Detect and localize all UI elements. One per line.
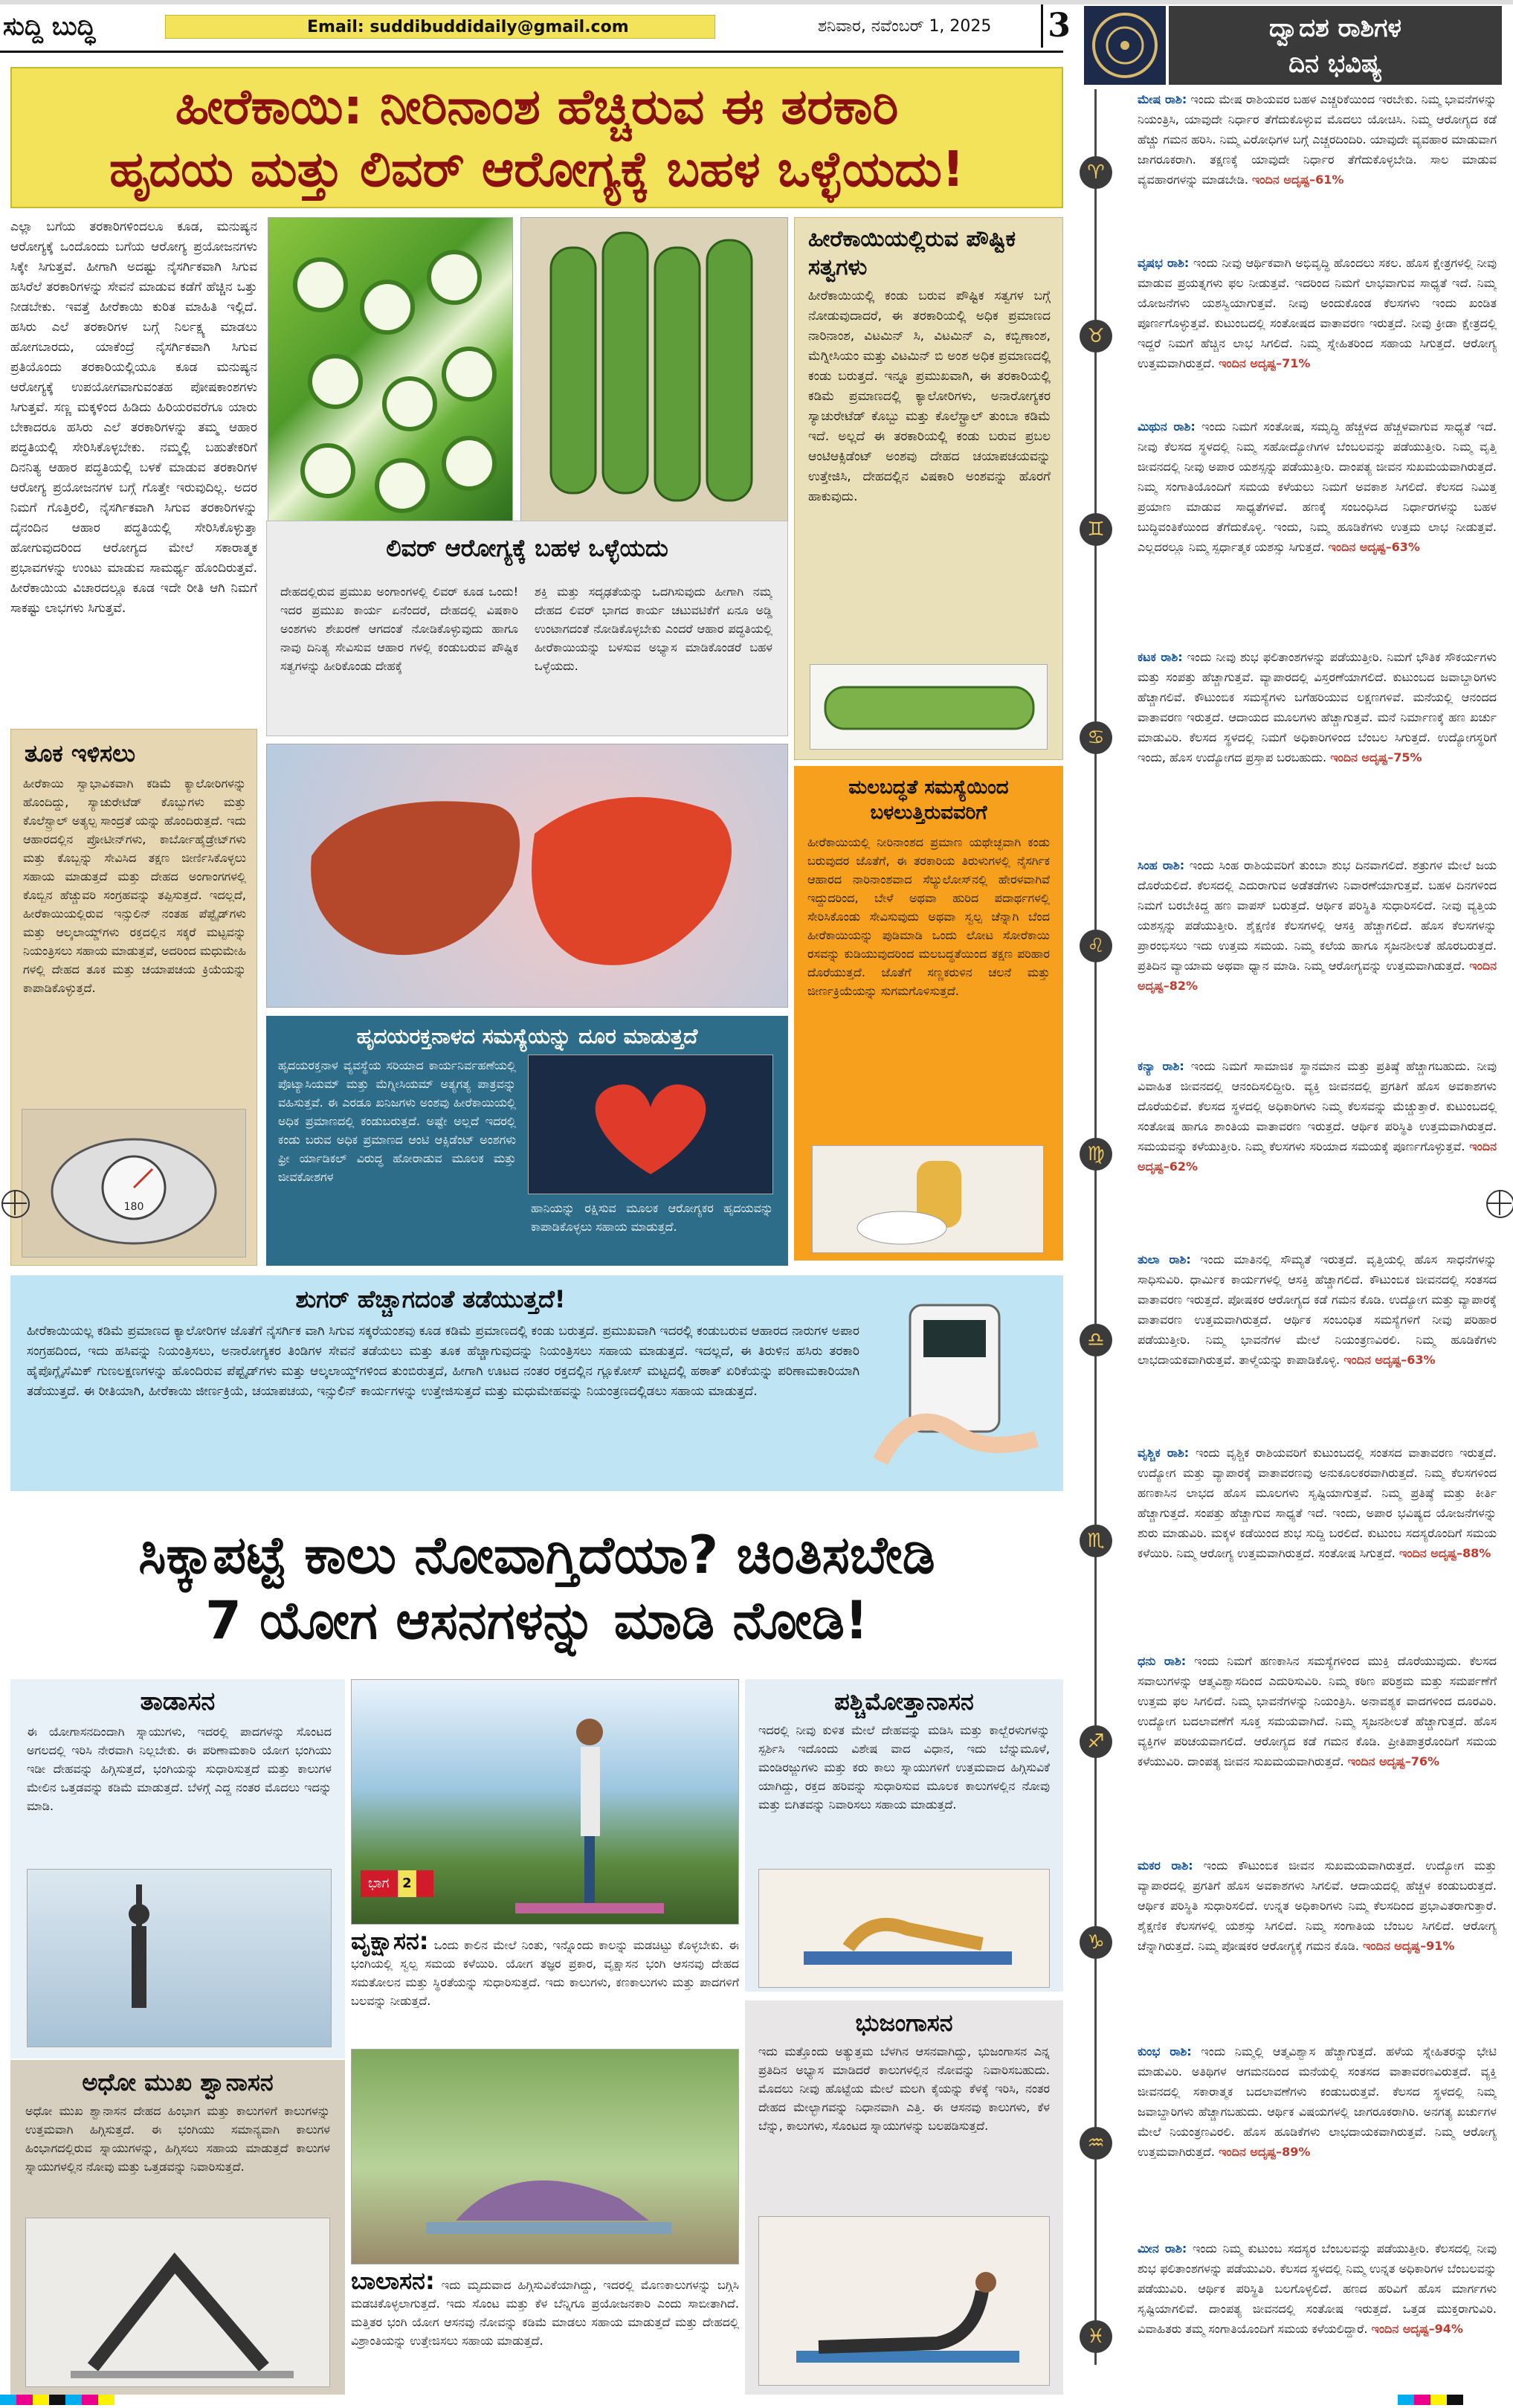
bhujangasana-image: [758, 2216, 1050, 2386]
heart-body1: ಹೃದಯರಕ್ತನಾಳ ವ್ಯವಸ್ಥೆಯ ಸರಿಯಾದ ಕಾರ್ಯನಿರ್ವಹಣೆಯಲ್ಲಿ ಪೊಟ್ಯಾಸಿಯಮ್ ಮತ್ತು ಮೆಗ್ನೀಸಿಯಮ್ ಅತ್ಯಗತ್ಯ ಪಾತ್ರವನ್ನು ವಹಿಸುತ್ತವೆ. ಈ ಎರಡೂ ಖನಿಜಗಳು ಅಂಶವು ಹೀರೆಕಾಯಿಯಲ್ಲಿ ಅಧಿಕ ಪ್ರಮಾಣದಲ್ಲಿ ಕಂಡುಬರುತ್ತದೆ. ಅಷ್ಟೇ ಅಲ್ಲದೆ ಇದರಲ್ಲಿ ಕಂಡು ಬರುವ ಅಧಿಕ ಪ್ರಮಾಣದ ಆಂಟಿ ಆಕ್ಸಿಡೆಂಟ್ ಅಂಶಗಳು ಫ್ರೀ ರ್ಯಾಡಿಕಲ್ ವಿರುದ್ಧ ಹೋರಾಡುವ ಮೂಲಕ ಮತ್ತು ಜೀವಕೋಶಗಳ: [278, 1058, 516, 1184]
scorpio-icon: ♏: [1080, 1525, 1112, 1557]
zodiac-sagittarius: [1138, 1651, 1497, 1844]
zodiac-text: ಇಂದು ನೀವು ಶುಭ ಫಲಿತಾಂಶಗಳನ್ನು ಪಡೆಯುತ್ತೀರಿ. ನಿಮಗೆ ಭೌತಿಕ ಸೌಕರ್ಯಗಳು ಮತ್ತು ಸಂಪತ್ತು ಹೆಚ್ಚಾಗುತ್ತವೆ. ವ್ಯಾಪಾರದಲ್ಲಿ ವಿಸ್ತರಣೆಯಾಗಲಿದೆ. ಕುಟುಂಬದ ಜವಾಬ್ದಾರಿಗಳು ಹೆಚ್ಚಾಗಲಿವೆ. ಕೌಟುಂಬಿಕ ಸಮಸ್ಯೆಗಳು ಬಗೆಹರಿಯುವ ಲಕ್ಷಣಗಳಿವೆ. ಮನೆಯಲ್ಲಿ ಆನಂದದ ವಾತಾವರಣ ಇರುತ್ತದೆ. ಆದಾಯದ ಮೂಲಗಳು ಹೆಚ್ಚಾಗುತ್ತವೆ. ಮನೆ ನಿರ್ಮಾಣಕ್ಕೆ ಹಣ ಖರ್ಚು ಮಾಡುವಿರಿ. ಕೆಲಸದ ಸ್ಥಳದಲ್ಲಿ ನಿಮಗೆ ಅಧಿಕಾರಿಗಳಿಂದ ಬೆಂಬಲ ಸಿಗುತ್ತದೆ. ಉದ್ಯೋಗಸ್ಥರಿಗೆ ಇಂದು, ಹೊಸ ಉದ್ಯೋಗದ ಪ್ರಸ್ತಾಪ ಬರಬಹುದು.: [1138, 650, 1497, 764]
adho-mukha-heading: ಅಧೋ ಮುಖ ಶ್ವಾನಾಸನ: [82, 2068, 274, 2096]
logo: ಸುದ್ದಿ ಬುದ್ಧಿ: [3, 12, 96, 42]
horoscope-title-line1: ದ್ವಾದಶ ರಾಶಿಗಳ: [1269, 13, 1401, 43]
gemini-icon: ♊: [1080, 513, 1112, 546]
zodiac-luck: ಇಂದಿನ ಅದೃಷ್ಟ–63%: [1343, 1353, 1436, 1367]
balasana-text: ಇದು ಮೃದುವಾದ ಹಿಗ್ಗಿಸುವಿಕೆಯಾಗಿದ್ದು, ಇದರಲ್ಲಿ ಮೊಣಕಾಲುಗಳನ್ನು ಬಗ್ಗಿಸಿ ಮಡಚಿಕೊಳ್ಳಲಾಗುತ್ತದೆ. ಇದು ಸೊಂಟ ಮತ್ತು ಕೆಳ ಬೆನ್ನಿಗೂ ಪ್ರಯೋಜನಕಾರಿ ಎಂದು ಸಾಬೀತಾಗಿದೆ. ಮತ್ತಿತರ ಭಂಗಿ ಯೋಗ ಆಸನವು ನೋವನ್ನು ಕಡಿಮೆ ಮಾಡಲು ಸಹಾಯ ಮಾಡುತ್ತದೆ ಮತ್ತು ದೇಹದಲ್ಲಿ ವಿಶ್ರಾಂತಿಯನ್ನು ಉತ್ತೇಜಿಸಲು ಸಹಾಯ ಮಾಡುತ್ತದೆ.: [351, 2278, 739, 2348]
zodiac-name: ಕುಂಭ ರಾಶಿ:: [1138, 2044, 1192, 2058]
scale-reading: 180: [123, 1201, 144, 1213]
constipation-heading: ಮಲಬದ್ಧತೆ ಸಮಸ್ಯೆಯಿಂದ ಬಳಲುತ್ತಿರುವವರಿಗೆ: [848, 776, 1009, 824]
zodiac-pisces: [1138, 2238, 1497, 2395]
vrikshasana-text: ಒಂದು ಕಾಲಿನ ಮೇಲೆ ನಿಂತು, ಇನ್ನೊಂದು ಕಾಲನ್ನು ಮಡಚಿಟ್ಟು ಕೊಳ್ಳಬೇಕು. ಈ ಭಂಗಿಯಲ್ಲಿ ಸ್ವಲ್ಪ ಸಮಯ ಕಳೆಯಿರಿ. ಯೋಗ ತಜ್ಞರ ಪ್ರಕಾರ, ವೃಕ್ಷಾಸನ ಭಂಗಿ ಆಸನವು ದೇಹದ ಸಮತೋಲನ ಮತ್ತು ಸ್ಥಿರತೆಯನ್ನು ಸುಧಾರಿಸುತ್ತದೆ. ಇದು ಕಾಲುಗಳು, ಕಣಕಾಲುಗಳು ಮತ್ತು ಪಾದಗಳಿಗೆ ಬಲವನ್ನು ನೀಡುತ್ತದೆ.: [351, 1938, 739, 2008]
horoscope-title-line2: ದಿನ ಭವಿಷ್ಯ: [1288, 49, 1382, 79]
tadasana-heading: ತಾಡಾಸನ: [140, 1687, 216, 1716]
paschimottanasana-heading: ಪಶ್ಚಿಮೋತ್ತಾನಾಸನ: [834, 1687, 974, 1716]
glucose-meter-image: [865, 1290, 1051, 1476]
tadasana-body: ಈ ಯೋಗಾಸನದಿಂದಾಗಿ ಸ್ನಾಯುಗಳು, ಇದರಲ್ಲಿ ಪಾದಗಳನ್ನು ಸೊಂಟದ ಅಗಲದಲ್ಲಿ ಇರಿಸಿ ನೇರವಾಗಿ ನಿಲ್ಲಬೇಕು. ಈ ಪರಿಣಾಮಕಾರಿ ಯೋಗ ಭಂಗಿಯು ಇಡೀ ದೇಹವನ್ನು ಹಿಗ್ಗಿಸುತ್ತದೆ, ಭಂಗಿಯನ್ನು ಸುಧಾರಿಸುತ್ತದೆ ಮತ್ತು ಕಾಲುಗಳ ಮೇಲಿನ ಒತ್ತಡವನ್ನು ಕಡಿಮೆ ಮಾಡುತ್ತದೆ. ಬೆಳಗ್ಗೆ ಎದ್ದ ನಂತರ ಮೊದಲು ಇದನ್ನು ಮಾಡಿ.: [27, 1725, 332, 1813]
zodiac-cancer: [1138, 647, 1497, 825]
zodiac-wheel-graphic: [1084, 6, 1166, 85]
zodiac-text: ಇಂದು ನಿಮಗೆ ಸಂತೋಷ, ಸಮೃದ್ಧಿ ಹೆಚ್ಚಳದ ಹೆಚ್ಚಳವಾಗುವ ಸಾಧ್ಯತೆ ಇದೆ. ನೀವು ಕೆಲಸದ ಸ್ಥಳದಲ್ಲಿ ನಿಮ್ಮ ಸಹೋದ್ಯೋಗಿಗಳ ಬೆಂಬಲವನ್ನು ಪಡೆಯುತ್ತೀರಿ. ನಿಮ್ಮ ವೃತ್ತಿ ಜೀವನದಲ್ಲಿ ನೀವು ಅಪಾರ ಯಶಸ್ಸನ್ನು ಪಡೆಯುತ್ತೀರಿ. ದಾಂಪತ್ಯ ಜೀವನ ಸುಖಮಯವಾಗಿರುತ್ತದೆ. ನಿಮ್ಮ ಸಂಗಾತಿಯೊಂದಿಗೆ ಸಮಯ ಕಳೆಯಲು ನಿಮಗೆ ಅವಕಾಶ ಸಿಗಲಿದೆ. ಕೆಲಸದ ನಿಮಿತ್ತ ಪ್ರಯಾಣ ಮಾಡುವ ಸಾಧ್ಯತೆಗಳಿವೆ. ಹಣಕ್ಕೆ ಸಂಬಂಧಿಸಿದ ನಿರ್ಧಾರಗಳನ್ನು ಬಹಳ ಬುದ್ಧಿವಂತಿಕೆಯಿಂದ ತೆಗೆದುಕೊಳ್ಳಿ. ಇಂದು, ನಿಮ್ಮ ಹೂಡಿಕೆಗಳು ಉತ್ತಮ ಲಾಭ ನೀಡುತ್ತವೆ. ಎಲ್ಲದರಲ್ಲೂ ನಿಮ್ಮ ಸ್ಪರ್ಧಾತ್ಮಕ ಯಶಸ್ಸು ಸಿಗುತ್ತದೆ.: [1138, 419, 1497, 554]
toilet-image: [812, 1145, 1044, 1253]
adho-mukha-graphic: [26, 2218, 329, 2386]
ridge-gourd-slices-image: [268, 217, 513, 522]
ridge-gourd-single-image: [810, 664, 1048, 750]
ridge-gourd-slices-graphic: [268, 218, 512, 521]
tadasana-box: [10, 1679, 345, 2058]
horoscope-list: [1123, 89, 1506, 2395]
ridge-gourd-single-graphic: [810, 665, 1047, 749]
zodiac-text: ಇಂದು ಸಿಂಹ ರಾಶಿಯವರಿಗೆ ತುಂಬಾ ಶುಭ ದಿನವಾಗಲಿದೆ. ಶತ್ರುಗಳ ಮೇಲೆ ಜಯ ದೊರೆಯಲಿದೆ. ಕೆಲಸದಲ್ಲಿ ಎದುರಾಗುವ ಅಡೆತಡೆಗಳು ನಿವಾರಣೆಯಾಗುತ್ತವೆ. ಬಹಳ ದಿನಗಳಿಂದ ನಿಮಗೆ ಬರಬೇಕಿದ್ದ ಹಣ ವಾಪಸ್ ಬರುತ್ತದೆ. ಆರ್ಥಿಕ ಪರಿಸ್ಥಿತಿ ಸುಧಾರಿಸಲಿದೆ. ನೀವು ವ್ಯತ್ತಿಯ ಯಶಸ್ಸನ್ನು ಪಡೆಯುತ್ತೀರಿ. ಶೈಕ್ಷಣಿಕ ಕೆಲಸಗಳಲ್ಲಿ ಆಸಕ್ತಿ ಹೆಚ್ಚಾಗಲಿದೆ. ಹೊಸ ಕೆಲಸಗಳನ್ನು ಪ್ರಾರಂಭಿಸಲು ಇದು ಉತ್ತಮ ಸಮಯ. ನಿಮ್ಮ ಕಲೆಯ ಹಾಗೂ ಸೃಜನಶೀಲತೆ ಹೊರಬರುತ್ತದೆ. ಪ್ರತಿದಿನ ವ್ಯಾಯಾಮ ಅಥವಾ ಧ್ಯಾನ ಮಾಡಿ. ನಿಮ್ಮ ಆರೋಗ್ಯವನ್ನು ಉತ್ತಮವಾಗಿಡುತ್ತದೆ.: [1138, 858, 1497, 973]
paschimottanasana-graphic: [759, 1870, 1049, 1987]
leo-icon: ♌: [1080, 930, 1112, 962]
constipation-box: [794, 766, 1063, 1261]
zodiac-name: ವೃಷಭ ರಾಶಿ:: [1138, 256, 1190, 270]
article1-intro: ಎಲ್ಲಾ ಬಗೆಯ ತರಕಾರಿಗಳಿಂದಲೂ ಕೂಡ, ಮನುಷ್ಯನ ಆರೋಗ್ಯಕ್ಕೆ ಒಂದೊಂದು ಬಗೆಯ ಆರೋಗ್ಯ ಪ್ರಯೋಜನಗಳು ಸಿಕ್ಕೇ ಸಿಗುತ್ತವೆ. ಹೀಗಾಗಿ ಅದಷ್ಟು ನೈಸರ್ಗಿಕವಾಗಿ ಸಿಗುವ ಹಸಿರೆಲೆ ತರಕಾರಿಗಳನ್ನು ಸೇವನೆ ಮಾಡುವ ಕಡೆಗೆ ಹೆಚ್ಚಿನ ಒತ್ತು ನೀಡಬೇಕು. ಇವತ್ತೆ ಹೀರೆಕಾಯಿ ಕುರಿತ ಮಾಹಿತಿ ಇಲ್ಲಿದೆ. ಹಸಿರು ಎಲೆ ತರಕಾರಿಗಳ ಬಗ್ಗೆ ನಿರ್ಲಕ್ಷ್ಯ ಮಾಡಲು ಹೋಗಬಾರದು, ಯಾಕೆಂದ್ರೆ ನೈಸರ್ಗಿಕವಾಗಿ ಸಿಗುವ ಪ್ರತಿಯೊಂದು ತರಕಾರಿಯಲ್ಲಿಯೂ ಕೂಡ ಮನುಷ್ಯನ ಆರೋಗ್ಯಕ್ಕೆ ಉಪಯೋಗವಾಗುವಂತಹ ಪೋಷಕಾಂಶಗಳು ಸಿಗುತ್ತವೆ. ಸಣ್ಣ ಮಕ್ಕಳಿಂದ ಹಿಡಿದು ಹಿರಿಯರವರೆಗೂ ಯಾರು ಬೇಕಾದರೂ ಹಸಿರು ಎಲೆ ತರಕಾರಿಗಳನ್ನು ತಮ್ಮ ಆಹಾರ ಪದ್ಧತಿಯಲ್ಲಿ ಸೇರಿಸಿಕೊಳ್ಳಬೇಕು. ನಮ್ಮಲ್ಲಿ ಬಹುತೇಕರಿಗೆ ದಿನನಿತ್ಯ ಆಹಾರ ಪದ್ಧತಿಯಲ್ಲಿ ಬಳಕೆ ಮಾಡುವ ತರಕಾರಿಗಳ ಆರೋಗ್ಯ ಪ್ರಯೋಜನಗಳ ಬಗ್ಗೆ ಗೊತ್ತೇ ಇರುವುದಿಲ್ಲ. ಅದರ ನಿಮಗೆ ಗೊತ್ತಿರಲಿ, ನೈಸರ್ಗಿಕವಾಗಿ ಸಿಗುವ ತರಕಾರಿಗಳನ್ನು ದೈನಂದಿನ ಆಹಾರ ಪದ್ಧತಿಯಲ್ಲಿ ಸೇರಿಸಿಕೊಳ್ಳುತ್ತಾ ಹೋಗುವುದರಿಂದ ಆರೋಗ್ಯದ ಮೇಲೆ ಸಕಾರಾತ್ಮಕ ಪ್ರಭಾವಗಳನ್ನು ಉಂಟು ಮಾಡುವ ಸಾಮರ್ಥ್ಯ ಹೊಂದಿರುತ್ತವೆ. ಹೀರೆಕಾಯಿಯ ವಿಚಾರದಲ್ಲೂ ಕೂಡ ಇದೇ ರೀತಿ ಆಗಿ ನಿಮಗೆ ಸಾಕಷ್ಟು ಲಾಭಗಳು ಸಿಗುತ್ತವೆ.: [10, 219, 257, 616]
heart-graphic: [529, 1055, 772, 1194]
zodiac-capricorn: [1138, 1855, 1497, 2034]
horoscope-timeline: [1094, 89, 1097, 2365]
zodiac-taurus: [1138, 253, 1497, 394]
zodiac-wheel-image: [1084, 6, 1166, 85]
article2-title-line1: ಸಿಕ್ಕಾಪಟ್ಟೆ ಕಾಲು ನೋವಾಗ್ತಿದೆಯಾ? ಚಿಂತಿಸಬೇಡಿ: [138, 1525, 935, 1586]
zodiac-luck: ಇಂದಿನ ಅದೃಷ್ಟ–82%: [1138, 959, 1497, 993]
zodiac-name: ಮಿಥುನ ರಾಶಿ:: [1138, 419, 1196, 434]
adho-mukha-body: ಅಧೋ ಮುಖ ಶ್ವಾನಾಸನ ದೇಹದ ಹಿಂಭಾಗ ಮತ್ತು ಕಾಲುಗಳಿಗೆ ಕಾಲುಗಳನ್ನು ಉತ್ತಮವಾಗಿ ಹಿಗ್ಗಿಸುತ್ತದೆ. ಈ ಭಂಗಿಯು ಸಮಾನ್ಯವಾಗಿ ಕಾಲುಗಳ ಹಿಂಭಾಗದಲ್ಲಿರುವ ಸ್ನಾಯುಗಳನ್ನು, ಹಿಗ್ಗಿಸಲು ಸಹಾಯ ಮಾಡುತ್ತದೆ ಕಾಲುಗಳ ಸ್ನಾಯುಗಳಲ್ಲಿನ ನೋವು ಮತ್ತು ಒತ್ತಡವನ್ನು ನಿವಾರಿಸುತ್ತದೆ.: [25, 2104, 330, 2174]
article2-title-line2: 7 ಯೋಗ ಆಸನಗಳನ್ನು ಮಾಡಿ ನೋಡಿ!: [205, 1590, 868, 1651]
ridge-gourd-pile-image: [520, 217, 788, 522]
nutrients-body: ಹೀರೆಕಾಯಿಯಲ್ಲಿ ಕಂಡು ಬರುವ ಪೌಷ್ಟಿಕ ಸತ್ವಗಳ ಬಗ್ಗೆ ನೋಡುವುದಾದರೆ, ಈ ತರಕಾರಿಯಲ್ಲಿ ಅಧಿಕ ಪ್ರಮಾಣದ ನಾರಿನಾಂಶ, ವಿಟಮಿನ್ ಸಿ, ವಿಟಮಿನ್ ಎ, ಕಬ್ಬಿಣಾಂಶ, ಮೆಗ್ನೀಸಿಯಂ ಮತ್ತು ವಿಟಮಿನ್ ಬಿ ಅಂಶ ಅಧಿಕ ಪ್ರಮಾಣದಲ್ಲಿ ಕಂಡು ಬರುತ್ತದೆ. ಇನ್ನೂ ಪ್ರಮುಖವಾಗಿ, ಈ ತರಕಾರಿಯಲ್ಲಿ ಕಡಿಮೆ ಪ್ರಮಾಣದಲ್ಲಿ ಕ್ಯಾಲೋರಿಗಳು, ಅನಾರೋಗ್ಯಕರ ಸ್ಯಾಚುರೇಟೆಡ್ ಕೊಬ್ಬು ಮತ್ತು ಕೊಲೆಸ್ಟ್ರಾಲ್ ತುಂಬಾ ಕಡಿಮೆ ಇದೆ. ಅಲ್ಲದೆ ಈ ತರಕಾರಿಯಲ್ಲಿ ಕಂಡು ಬರುವ ಪ್ರಬಲ ಆಂಟಿಆಕ್ಸಿಡೆಂಟ್ ಅಂಶವು ದೇಹದ ಚಯಾಪಚಯವನ್ನು ಉತ್ತೇಜಿಸಿ, ದೇಹದಲ್ಲಿನ ವಿಷಕಾರಿ ಅಂಶವನ್ನು ಹೊರಗೆ ಹಾಕುವುದು.: [808, 289, 1051, 504]
part-badge-label: ಭಾಗ: [368, 1876, 390, 1891]
zodiac-name: ಧನು ರಾಶಿ:: [1138, 1654, 1187, 1668]
zodiac-luck: ಇಂದಿನ ಅದೃಷ್ಟ–75%: [1330, 750, 1422, 764]
masthead-rule: [0, 51, 1063, 53]
zodiac-luck: ಇಂದಿನ ಅದೃಷ್ಟ–91%: [1363, 1939, 1455, 1953]
weight-heading: ತೂಕ ಇಳಿಸಲು: [25, 739, 136, 767]
bhujangasana-box: [745, 2000, 1063, 2395]
zodiac-aquarius: [1138, 2041, 1497, 2235]
balasana-block: [351, 2272, 739, 2398]
heart-box: [266, 1016, 788, 1266]
zodiac-luck: ಇಂದಿನ ಅದೃಷ್ಟ–88%: [1399, 1546, 1491, 1560]
libra-icon: ♎: [1080, 1324, 1112, 1356]
cancer-icon: ♋: [1080, 721, 1112, 754]
zodiac-name: ಮೇಷ ರಾಶಿ:: [1138, 92, 1187, 106]
sagittarius-icon: ♐: [1080, 1725, 1112, 1758]
bhujangasana-heading: ಭುಜಂಗಾಸನ: [855, 2009, 953, 2037]
vrikshasana-block: [351, 1932, 739, 2044]
aquarius-icon: ♒: [1080, 2127, 1112, 2160]
paschimottanasana-box: [745, 1679, 1063, 1992]
balasana-heading: ಬಾಲಾಸನ:: [351, 2272, 435, 2295]
sugar-box: [10, 1275, 1063, 1491]
heart-body2: ಹಾನಿಯನ್ನು ರಕ್ಷಿಸುವ ಮೂಲಕ ಆರೋಗ್ಯಕರ ಹೃದಯವನ್ನು ಕಾಪಾಡಿಕೊಳ್ಳಲು ಸಹಾಯ ಮಾಡುತ್ತದೆ.: [531, 1201, 773, 1234]
liver-col1: ದೇಹದಲ್ಲಿರುವ ಪ್ರಮುಖ ಅಂಗಾಂಗಳಲ್ಲಿ ಲಿವರ್ ಕೂಡ ಒಂದು! ಇದರ ಪ್ರಮುಖ ಕಾರ್ಯ ಏನೆಂದರೆ, ದೇಹದಲ್ಲಿ ವಿಷಕಾರಿ ಅಂಶಗಳು ಶೇಖರಣೆ ಆಗದಂತೆ ನೋಡಿಕೊಳ್ಳುವುದು ಹಾಗೂ ನಾವು ದಿನಿತ್ಯ ಸೇವಿಸುವ ಆಹಾರ ಗಳಲ್ಲಿ ಕಂಡುಬರುವ ಪೌಷ್ಟಿಕ ಸತ್ವಗಳನ್ನು ಹೀರಿಕೊಂಡು ದೇಹಕ್ಕೆ: [280, 585, 518, 673]
liver-heading: ಲಿವರ್ ಆರೋಗ್ಯಕ್ಕೆ ಬಹಳ ಒಳ್ಳೆಯದು: [386, 534, 668, 562]
taurus-icon: ♉: [1080, 320, 1112, 352]
liver-box: [266, 521, 788, 736]
adho-mukha-image: [25, 2218, 330, 2387]
zodiac-gemini: [1138, 416, 1497, 640]
zodiac-luck: ಇಂದಿನ ಅದೃಷ್ಟ–89%: [1219, 2145, 1311, 2159]
zodiac-leo: [1138, 855, 1497, 1049]
registration-mark-left: [1, 1190, 30, 1218]
liver-graphic: [267, 744, 787, 1007]
zodiac-text: ಇಂದು ನಿಮಗೆ ಸಾಮಾಜಿಕ ಸ್ಥಾನಮಾನ ಮತ್ತು ಪ್ರತಿಷ್ಠೆ ಹೆಚ್ಚಾಗಬಹುದು. ನೀವು ವಿವಾಹಿತ ಜೀವನದಲ್ಲಿ ಆನಂದಿಸಲಿದ್ದೀರಿ. ವ್ಯಕ್ತಿ ಜೀವನದಲ್ಲಿ ಪ್ರಗತಿಗೆ ಹೊಸ ಅವಕಾಶಗಳು ದೊರೆಯಲಿವೆ. ಕೆಲಸದ ಸ್ಥಳದಲ್ಲಿ ಅಧಿಕಾರಿಗಳು ನಿಮ್ಮ ಕೆಲಸವನ್ನು ಮೆಚ್ಚುತ್ತಾರೆ. ಕುಟುಂಬದಲ್ಲಿ ಸಂತೋಷ ಹಾಗೂ ಶಾಂತಿಯ ವಾತಾವರಣ ಇರುತ್ತದೆ. ಆರ್ಥಿಕ ಪರಿಸ್ಥಿತಿ ಉತ್ತಮವಾಗಿರುತ್ತದೆ. ಸಮಯವನ್ನು ಕಳೆಯುತ್ತೀರಿ. ನಿಮ್ಮ ಕೆಲಸಗಳು ಸರಿಯಾದ ಸಮಯಕ್ಕೆ ಪೂರ್ಣಗೊಳ್ಳುತ್ತವೆ.: [1138, 1059, 1497, 1153]
zodiac-luck: ಇಂದಿನ ಅದೃಷ್ಟ–71%: [1219, 356, 1311, 370]
paschimottanasana-image: [758, 1869, 1050, 1988]
zodiac-virgo: [1138, 1056, 1497, 1234]
vrikshasana-body: [351, 1932, 739, 2044]
zodiac-name: ಮೀನ ರಾಶಿ:: [1138, 2241, 1187, 2256]
aries-icon: ♈: [1080, 156, 1112, 189]
zodiac-text: ಇಂದು ನಿಮ್ಮಲ್ಲಿ ಆತ್ಮವಿಶ್ವಾಸ ಹೆಚ್ಚಾಗುತ್ತದೆ. ಹಳೆಯ ಸ್ನೇಹಿತರನ್ನು ಭೇಟಿ ಮಾಡುವಿರಿ. ಅತಿಥಿಗಳ ಆಗಮನದಿಂದ ಮನೆಯಲ್ಲಿ ಸಂತಸದ ವಾತಾವರಣವಿರುತ್ತದೆ. ವ್ಯಕ್ತಿ ಜೀವನದಲ್ಲಿ ಸಕಾರಾತ್ಮಕ ಬದಲಾವಣೆಗಳು ಕಂಡುಬರುತ್ತವೆ. ಕೆಲಸದ ಸ್ಥಳದಲ್ಲಿ ನಿಮ್ಮ ಜವಾಬ್ದಾರಿಗಳು ಹೆಚ್ಚಾಗಬಹುದು. ಆರ್ಥಿಕ ವಿಷಯಗಳಲ್ಲಿ ಜಾಗರೂಕರಾಗಿರಿ. ಅನಗತ್ಯ ಖರ್ಚುಗಳ ಮೇಲೆ ನಿಯಂತ್ರಣವಿರಲಿ. ಹೊಸ ಹೂಡಿಕೆಗಳು ಲಾಭದಾಯಕವಾಗಿರುತ್ತವೆ. ನಿಮ್ಮ ಆರೋಗ್ಯ ಉತ್ತಮವಾಗಿರುತ್ತದೆ.: [1138, 2044, 1497, 2159]
balasana-graphic: [352, 2050, 738, 2264]
liver-col2: ಶಕ್ತಿ ಮತ್ತು ಸದೃಢತೆಯನ್ನು ಒದಗಿಸುವುದು ಹೀಗಾಗಿ ನಮ್ಮ ದೇಹದ ಲಿವರ್ ಭಾಗದ ಕಾರ್ಯ ಚಟುವಟಿಕೆಗೆ ಏನೂ ಅಡ್ಡಿ ಉಂಟಾಗದಂತೆ ನೋಡಿಕೊಳ್ಳಬೇಕು ಎಂದರೆ ಆಹಾರ ಪದ್ಧತಿಯಲ್ಲಿ ಹೀರೆಕಾಯಿಯನ್ನು ಬಳಸುವ ಅಭ್ಯಾಸ ಮಾಡಿಕೊಂಡರೆ ಬಹಳ ಒಳ್ಳೆಯದು.: [535, 585, 772, 673]
bhujangasana-body: ಇದು ಮತ್ತೊಂದು ಅತ್ಯುತ್ತಮ ಬೆಳಗಿನ ಆಸನವಾಗಿದ್ದು, ಭುಜಂಗಾಸನ ಎನ್ನ ಪ್ರತಿದಿನ ಅಭ್ಯಾಸ ಮಾಡಿದರೆ ಕಾಲುಗಳಲ್ಲಿನ ನೋವನ್ನು ನಿವಾರಿಸಬಹುದು. ಮೊದಲು ನೀವು ಹೊಟ್ಟೆಯ ಮೇಲೆ ಮಲಗಿ ಕೈಯನ್ನು ಕೆಳಕ್ಕೆ ಇರಿಸಿ, ನಂತರ ದೇಹದ ಮೇಲ್ಭಾಗವನ್ನು ನಿಧಾನವಾಗಿ ಎತ್ತಿ. ಈ ಆಸನವು ಕಾಲುಗಳು, ಕೆಳ ಬೆನ್ನು, ಕಾಲುಗಳು, ಸೊಂಟದ ಸ್ನಾಯುಗಳನ್ನು ಬಲಪಡಿಸುತ್ತದೆ.: [758, 2044, 1050, 2133]
vrikshasana-heading: ವೃಕ್ಷಾಸನ:: [351, 1932, 429, 1955]
weighing-scale-graphic: [22, 1110, 245, 1257]
zodiac-text: ಇಂದು ಮಾತಿನಲ್ಲಿ ಸೌಮ್ಯತೆ ಇರುತ್ತದೆ. ವೃತ್ತಿಯಲ್ಲಿ ಹೊಸ ಸಾಧನೆಗಳನ್ನು ಸಾಧಿಸುವಿರಿ. ಧಾರ್ಮಿಕ ಕಾರ್ಯಗಳಲ್ಲಿ ಆಸಕ್ತಿ ಹೆಚ್ಚಾಗಲಿದೆ. ಕೌಟುಂಬಿಕ ಜೀವನದಲ್ಲಿ ಸಂತಸದ ವಾತಾವರಣ ಇರುತ್ತದೆ. ಪೋಷಕರ ಆರೋಗ್ಯದ ಕಡೆ ಗಮನ ಕೊಡಿ. ಉದ್ಯೋಗ ಮತ್ತು ವ್ಯಾಪಾರಕ್ಕೆ ವಾತಾವರಣ ಉತ್ತಮವಾಗಿರುತ್ತದೆ. ಆರ್ಥಿಕ ಸಂಬಂಧಿತ ಸಮಸ್ಯೆಗಳಿಗೆ ನೀವು ಪರಿಹಾರ ಪಡೆಯುತ್ತೀರಿ. ನಿಮ್ಮ ಭಾವನೆಗಳ ಮೇಲೆ ನಿಯಂತ್ರಣವಿರಲಿ. ನಿಮ್ಮ ಹೂಡಿಕೆಗಳು ಲಾಭದಾಯಕವಾಗಿರುತ್ತವೆ. ತಾಳ್ಮೆಯನ್ನು ಕಾಪಾಡಿಕೊಳ್ಳಿ.: [1138, 1252, 1497, 1367]
adho-mukha-box: [10, 2060, 345, 2395]
zodiac-text: ಇಂದು ಕೌಟುಂಬಿಕ ಜೀವನ ಸುಖಮಯವಾಗಿರುತ್ತದೆ. ಉದ್ಯೋಗ ಮತ್ತು ವ್ಯಾಪಾರದಲ್ಲಿ ಪ್ರಗತಿಗೆ ಹೊಸ ಅವಕಾಶಗಳು ಸಿಗಲಿವೆ. ಆದಾಯದಲ್ಲಿ ಹೆಚ್ಚಳ ಕಂಡುಬರುತ್ತದೆ. ಆರ್ಥಿಕ ಪರಿಸ್ಥಿತಿ ಸುಧಾರಿಸಲಿದೆ. ಉನ್ನತ ಅಧಿಕಾರಿಗಳು ನಿಮ್ಮ ಕೆಲಸದಿಂದ ಪ್ರಭಾವಿತರಾಗುತ್ತಾರೆ. ಶೈಕ್ಷಣಿಕ ಕೆಲಸಗಳಲ್ಲಿ ಯಶಸ್ಸು ಸಿಗಲಿದೆ. ನಿಮ್ಮ ಸಂಗಾತಿಯ ಬೆಂಬಲ ಸಿಗಲಿದೆ. ಆರೋಗ್ಯ ಚೆನ್ನಾಗಿರುತ್ತದೆ. ನಿಮ್ಮ ಪೋಷಕರ ಆರೋಗ್ಯಕ್ಕೆ ಗಮನ ಕೊಡಿ.: [1138, 1858, 1497, 1953]
tadasana-image: [27, 1869, 332, 2047]
heart-heading: ಹೃದಯರಕ್ತನಾಳದ ಸಮಸ್ಯೆಯನ್ನು ದೂರ ಮಾಡುತ್ತದೆ: [356, 1024, 698, 1049]
nutrients-heading: ಹೀರೆಕಾಯಿಯಲ್ಲಿರುವ ಪೌಷ್ಟಿಕ ಸತ್ವಗಳು: [808, 226, 1016, 280]
sugar-body: ಹೀರೆಕಾಯಿಯಲ್ಲ ಕಡಿಮೆ ಪ್ರಮಾಣದ ಕ್ಯಾಲೋರಿಗಳ ಜೊತೆಗೆ ನೈಸರ್ಗಿಕ ವಾಗಿ ಸಿಗುವ ಸಕ್ಕರೆಯಂಶವು ಕೂಡ ಕಡಿಮೆ ಪ್ರಮಾಣದಲ್ಲಿ ಕಂಡು ಬರುತ್ತದೆ. ಪ್ರಮುಖವಾಗಿ ಇದರಲ್ಲಿ ಕಂಡುಬರುವ ಆಹಾರದ ನಾರುಗಳ ಅಪಾರ ಸಂಗ್ರಹದಿಂದ, ಇದು ಹಸಿವನ್ನು ನಿಯಂತ್ರಿಸಲು, ಅನಾರೋಗ್ಯಕರ ತಿಂಡಿಗಳ ಸೇವನೆ ತಡೆಯಲು ಮತ್ತು ತೂಕ ಹೆಚ್ಚಾಗುವುದನ್ನು ನಿಯಂತ್ರಿಸಲು ಸಹಾಯ ಮಾಡುತ್ತದೆ. ಇದಲ್ಲದೆ, ಈ ತಿರುಳಿನ ಹಸಿರು ತರಕಾರಿ ಹೈಪೊಗ್ಲೈಸೆಮಿಕ್ ಗುಣಲಕ್ಷಣಗಳನ್ನು ಹೊಂದಿರುವ ಪೆಪ್ಟೈಡ್‌ಗಳು ಮತ್ತು ಆಲ್ಕಲಾಯ್ಡ್‌ಗಳಿಂದ ತುಂಬಿರುತ್ತದೆ, ಹೀಗಾಗಿ ಊಟದ ನಂತರ ರಕ್ತದಲ್ಲಿನ ಗ್ಲೂಕೋಸ್ ಮಟ್ಟದಲ್ಲಿ ಹಠಾತ್ ಏರಿಕೆಯನ್ನು ಪರಿಣಾಮಕಾರಿಯಾಗಿ ತಡೆಯುತ್ತದೆ. ಈ ರೀತಿಯಾಗಿ, ಹೀರೆಕಾಯಿ ಜೀರ್ಣಕ್ರಿಯೆ, ಚಯಾಪಚಯ, ಇನ್ಸುಲಿನ್ ಕಾರ್ಯಗಳನ್ನು ಉತ್ತೇಜಿಸುತ್ತದೆ ಮತ್ತು ಮಧುಮೇಹವನ್ನು ನಿಯಂತ್ರಣದಲ್ಲಿಡಲು ಸಹಾಯ ಮಾಡುತ್ತದೆ.: [27, 1324, 859, 1399]
balasana-body: [351, 2272, 739, 2398]
zodiac-luck: ಇಂದಿನ ಅದೃಷ್ಟ–94%: [1371, 2322, 1463, 2336]
zodiac-scorpio: [1138, 1443, 1497, 1636]
constipation-body: ಹೀರೆಕಾಯಿಯಲ್ಲಿ ನೀರಿನಾಂಶದ ಪ್ರಮಾಣ ಯಥೇಚ್ಛವಾಗಿ ಕಂಡು ಬರುವುದರ ಜೊತೆಗೆ, ಈ ತರಕಾರಿಯ ತಿರುಳುಗಳಲ್ಲಿ ನೈಸರ್ಗಿಕ ಆಹಾರದ ನಾರಿನಾಂಶವಾದ ಸೆಲ್ಯುಲೋಸ್‌ನಲ್ಲಿ ಹೇರಳವಾಗಿವೆ ಇದ್ದುದರಿಂದ, ಬೇಳೆ ಅಥವಾ ಹುರಿದ ಪದಾರ್ಥಗಳಲ್ಲಿ ಸೇರಿಸಿಕೊಂಡು ಸೇವಿಸುವುದು ಅಥವಾ ಸ್ವಲ್ಪ ಚೆನ್ನಾಗಿ ಬೆಂದ ಹೀರೆಕಾಯಿಯನ್ನು ಪುಡಿಮಾಡಿ ಒಂದು ಲೋಟ ಸೋರೆಕಾಯಿ ರಸವನ್ನು ಕುಡಿಯುವುದರಿಂದ ಮಲಬದ್ಧತೆಯಿಂದ ತಕ್ಷಣ ಪರಿಹಾರ ದೊರೆಯುತ್ತದೆ. ಜೊತೆಗೆ ಸಣ್ಣಕರುಳಿನ ಚಲನೆ ಮತ್ತು ಜೀರ್ಣಕ್ರಿಯೆಯನ್ನು ಸುಗಮಗೊಳಿಸುತ್ತದೆ.: [807, 835, 1050, 998]
weight-box: [10, 729, 257, 1266]
capricorn-icon: ♑: [1080, 1926, 1112, 1959]
horoscope-title-box: [1169, 6, 1502, 85]
zodiac-name: ಕಟಕ ರಾಶಿ:: [1138, 650, 1183, 664]
masthead: [0, 7, 1026, 46]
tree-pose-image: [351, 1679, 739, 1925]
liver-illustration: [266, 744, 788, 1008]
zodiac-aries: [1138, 89, 1497, 231]
zodiac-name: ತುಲಾ ರಾಶಿ:: [1138, 1252, 1191, 1266]
zodiac-name: ವೃಶ್ಚಿಕ ರಾಶಿ:: [1138, 1446, 1190, 1460]
zodiac-luck: ಇಂದಿನ ಅದೃಷ್ಟ–61%: [1252, 173, 1344, 187]
balasana-image: [351, 2049, 739, 2264]
color-bar-bottom-left: [0, 2394, 297, 2404]
weighing-scale-image: [22, 1109, 246, 1258]
weight-body: ಹೀರೆಕಾಯಿ ಸ್ವಾಭಾವಿಕವಾಗಿ ಕಡಿಮೆ ಕ್ಯಾಲೋರಿಗಳನ್ನು ಹೊಂದಿದ್ದು, ಸ್ಯಾಚುರೇಟೆಡ್ ಕೊಬ್ಬುಗಳು ಮತ್ತು ಕೊಲೆಸ್ಟ್ರಾಲ್ ಅತ್ಯಲ್ಪ ಸಾಂದ್ರತೆ ಯನ್ನು ಹೊಂದಿರುತ್ತದೆ. ಇದು ಆಹಾರದಲ್ಲಿನ ಪ್ರೋಟೀನ್‌ಗಳು, ಕಾರ್ಬೋಹೈಡ್ರೇಟ್‌ಗಳು ಮತ್ತು ಕೊಬ್ಬನ್ನು ಸೇವಿಸಿದ ತಕ್ಷಣ ಜೀರ್ಣಿಸಿಕೊಳ್ಳಲು ಸಹಾಯ ಮಾಡುತ್ತದೆ ಮತ್ತು ದೇಹದ ಅಂಗಾಂಗಗಳಲ್ಲಿ ಕೊಬ್ಬಿನ ಹೆಚ್ಚುವರಿ ಸಂಗ್ರಹವನ್ನು ತಪ್ಪಿಸುತ್ತದೆ. ಇದಲ್ಲದೆ, ಹೀರೆಕಾಯಿಯಲ್ಲಿರುವ ಇನ್ಸುಲಿನ್ ನಂತಹ ಪೆಪ್ಟೈಡ್‌ಗಳು ಮತ್ತು ಆಲ್ಕಲಾಯ್ಡ್‌ಗಳು ರಕ್ತದಲ್ಲಿನ ಸಕ್ಕರೆ ಮಟ್ಟವನ್ನು ನಿಯಂತ್ರಿಸಲು ಸಹಾಯ ಮಾಡುತ್ತವೆ, ಅದರಿಂದ ಮಧುಮೇಹಿ ಗಳಲ್ಲಿ ದೇಹದ ತೂಕ ಮತ್ತು ಚಯಾಪಚಯ ಕ್ರಿಯೆಯನ್ನು ಕಾಪಾಡಿಕೊಳ್ಳುತ್ತದೆ.: [23, 776, 246, 995]
nutrients-box: [794, 217, 1063, 760]
zodiac-text: ಇಂದು ಮೇಷ ರಾಶಿಯವರ ಬಹಳ ಎಚ್ಚರಿಕೆಯಿಂದ ಇರಬೇಕು. ನಿಮ್ಮ ಭಾವನೆಗಳನ್ನು ನಿಯಂತ್ರಿಸಿ, ಯಾವುದೇ ನಿರ್ಧಾರ ತೆಗೆದುಕೊಳ್ಳುವ ಮೊದಲು ಯೋಚಿಸಿ. ನಿಮ್ಮ ಆರೋಗ್ಯದ ಕಡೆ ಹೆಚ್ಚು ಗಮನ ಹರಿಸಿ. ನಿಮ್ಮ ವಿರೋಧಿಗಳ ಬಗ್ಗೆ ಎಚ್ಚರದಿಂದಿರಿ. ಯಾವುದೇ ವ್ಯವಹಾರ ಮಾಡುವಾಗ ಜಾಗರೂಕರಾಗಿ. ತಕ್ಷಣಕ್ಕೆ ಯಾವುದೇ ನಿರ್ಧಾರ ತೆಗೆದುಕೊಳ್ಳಬೇಡಿ. ಸಾಲ ಮಾಡುವ ವ್ಯವಹಾರಗಳನ್ನು ಮಾಡಬೇಡಿ.: [1138, 92, 1497, 187]
zodiac-text: ಇಂದು ವೃಶ್ಚಿಕ ರಾಶಿಯವರಿಗೆ ಕುಟುಂಬದಲ್ಲಿ ಸಂತಸದ ವಾತಾವರಣ ಇರುತ್ತದೆ. ಉದ್ಯೋಗ ಮತ್ತು ವ್ಯಾಪಾರಕ್ಕೆ ವಾತಾವರಣವು ಅನುಕೂಲಕರವಾಗಿರುತ್ತದೆ. ನಿಮ್ಮ ಕೆಲಸಗಳಿಂದ ಹಣಕಾಸಿನ ಲಾಭದ ಹೊಸ ಮೂಲಗಳು ಸೃಷ್ಟಿಯಾಗುತ್ತವೆ. ನಿಮ್ಮ ಪ್ರತಿಷ್ಠೆ ಮತ್ತು ಕೀರ್ತಿ ಹೆಚ್ಚಾಗುತ್ತದೆ. ಸಂಪತ್ತು ಹೆಚ್ಚಾಗುವ ಸಾಧ್ಯತೆ ಇದೆ. ಇಂದು, ಅಪಾರ ಭವಿಷ್ಯದ ಯೋಜನೆಗಳನ್ನು ಶುರು ಮಾಡುವಿರಿ. ಮಕ್ಕಳ ಕಡೆಯಿಂದ ಶುಭ ಸುದ್ದಿ ಬರಲಿದೆ. ಕುಟುಂಬ ಸದಸ್ಯರೊಂದಿಗೆ ಸಮಯ ಕಳೆಯಿರಿ. ನಿಮ್ಮ ಆರೋಗ್ಯ ಉತ್ತಮವಾಗಿರುತ್ತದೆ. ಸಂತೋಷ ಸಿಗುತ್ತದೆ.: [1138, 1446, 1497, 1560]
tadasana-graphic: [28, 1870, 331, 2047]
zodiac-text: ಇಂದು ನಿಮಗೆ ಹಣಕಾಸಿನ ಸಮಸ್ಯೆಗಳಿಂದ ಮುಕ್ತಿ ದೊರೆಯುವುದು. ಕೆಲಸದ ಸವಾಲುಗಳನ್ನು ಆತ್ಮವಿಶ್ವಾಸದಿಂದ ಎದುರಿಸುವಿರಿ. ನಿಮ್ಮ ಕಠಿಣ ಪರಿಶ್ರಮ ಮತ್ತು ಸಮರ್ಪಣೆಗೆ ಉತ್ತಮ ಫಲ ಸಿಗಲಿದೆ. ನಿಮ್ಮ ಭಾವನೆಗಳನ್ನು ನಿಯಂತ್ರಿಸಿ. ಅನಾವಶ್ಯಕ ವಾದಗಳಿಂದ ದೂರವಿರಿ. ಉದ್ಯೋಗ ಬದಲಾವಣೆಗೆ ಸೂಕ್ತ ಸಮಯವಾಗಿದೆ. ನಿಮ್ಮ ಸೃಜನಶೀಲತೆ ಹೆಚ್ಚಾಗುತ್ತದೆ. ಹೊಸ ವ್ಯಕ್ತಿಗಳ ಪರಿಚಯವಾಗಲಿದೆ. ಆರೋಗ್ಯದ ಕಡೆ ಗಮನ ಕೊಡಿ. ಪ್ರೀತಿಪಾತ್ರರೊಂದಿಗೆ ಸಮಯ ಕಳೆಯುವಿರಿ. ದಾಂಪತ್ಯ ಜೀವನ ಸುಖಮಯವಾಗಿರುತ್ತದೆ.: [1138, 1654, 1497, 1768]
zodiac-luck: ಇಂದಿನ ಅದೃಷ್ಟ–62%: [1138, 1139, 1497, 1174]
zodiac-libra: [1138, 1249, 1497, 1435]
color-bar-bottom-right: [1398, 2394, 1513, 2404]
paschimottanasana-body: ಇದರಲ್ಲಿ ನೀವು ಕುಳಿತ ಮೇಲೆ ದೇಹವನ್ನು ಮಡಿಸಿ ಮತ್ತು ಕಾಲ್ಬೆರಳುಗಳನ್ನು ಸ್ಪರ್ಶಿಸಿ ಇದೊಂದು ವಿಶೇಷ ವಾದ ವಿಧಾನ, ಇದು ಬೆನ್ನುಮೂಳೆ, ಮಂಡಿರಜ್ಜುಗಳು ಮತ್ತು ಕರು ಕಾಲು ಸ್ನಾಯುಗಳಿಗೆ ಉತ್ತಮವಾದ ಹಿಗ್ಗಿಸುವಿಕೆ ಯಾಗಿದ್ದು, ರಕ್ತದ ಹರಿವನ್ನು ಸುಧಾರಿಸುವ ಮೂಲಕ ಕಾಲುಗಳಲ್ಲಿನ ನೋವು ಮತ್ತು ಬಿಗಿತವನ್ನು ನಿವಾರಿಸಲು ಸಹಾಯ ಮಾಡುತ್ತದೆ.: [758, 1723, 1050, 1812]
part-badge: [361, 1870, 433, 1897]
pisces-icon: ♓: [1080, 2320, 1112, 2353]
toilet-graphic: [813, 1146, 1043, 1252]
bhujangasana-graphic: [759, 2217, 1049, 2385]
sugar-heading: ಶುಗರ್ ಹೆಚ್ಚಾಗದಂತೆ ತಡೆಯುತ್ತದೆ!: [295, 1285, 566, 1313]
article1-title-line2: ಹೃದಯ ಮತ್ತು ಲಿವರ್ ಆರೋಗ್ಯಕ್ಕೆ ಬಹಳ ಒಳ್ಳೆಯದು!: [109, 141, 965, 198]
article1-title-line1: ಹೀರೆಕಾಯಿ: ನೀರಿನಾಂಶ ಹೆಚ್ಚಿರುವ ಈ ತರಕಾರಿ: [175, 78, 899, 135]
page-number: 3: [1041, 4, 1075, 48]
zodiac-luck: ಇಂದಿನ ಅದೃಷ್ಟ–63%: [1328, 540, 1420, 554]
part-badge-number: 2: [398, 1870, 416, 1897]
zodiac-text: ಇಂದು ನಿಮ್ಮ ಕುಟುಂಬ ಸದಸ್ಯರ ಬೆಂಬಲವನ್ನು ಪಡೆಯುತ್ತೀರಿ. ಕೆಲಸದಲ್ಲಿ ನೀವು ಶುಭ ಫಲಿತಾಂಶಗಳನ್ನು ಪಡೆಯುವಿರಿ. ಕೆಲಸದ ಸ್ಥಳದಲ್ಲಿ ನಿಮ್ಮ ಉನ್ನತ ಅಧಿಕಾರಿಗಳ ಬೆಂಬಲವನ್ನು ಪಡೆಯುವಿರಿ. ಆರ್ಥಿಕ ಪರಿಸ್ಥಿತಿ ಬಲಗೊಳ್ಳಲಿದೆ. ಹಣದ ಹರಿವಿಗೆ ಹೊಸ ಮಾರ್ಗಗಳು ಸೃಷ್ಟಿಯಾಗಲಿವೆ. ದಾಂಪತ್ಯ ಜೀವನದಲ್ಲಿ ಸಂತೋಷ ಇರುತ್ತದೆ. ಒತ್ತಡ ಮುಕ್ತರಾಗುವಿರಿ. ವಿವಾಹಿತರು ತಮ್ಮ ಸಂಗಾತಿಯೊಂದಿಗೆ ಸಮಯ ಕಳೆಯಲಿದ್ದಾರೆ.: [1138, 2241, 1497, 2336]
zodiac-name: ಕನ್ಯಾ ರಾಶಿ:: [1138, 1059, 1184, 1073]
article1-title-box: [10, 67, 1063, 208]
zodiac-name: ಮಕರ ರಾಶಿ:: [1138, 1858, 1193, 1873]
zodiac-luck: ಇಂದಿನ ಅದೃಷ್ಟ–76%: [1347, 1754, 1440, 1768]
glucose-meter-graphic: [865, 1290, 1051, 1476]
ridge-gourd-pile-graphic: [521, 218, 787, 521]
heart-image: [528, 1055, 773, 1194]
registration-mark-right: [1486, 1190, 1513, 1218]
zodiac-text: ಇಂದು ನೀವು ಆರ್ಥಿಕವಾಗಿ ಅಭಿವೃದ್ಧಿ ಹೊಂದಲು ಸಕಲ. ಹೊಸ ಕ್ಷೇತ್ರಗಳಲ್ಲಿ ನೀವು ಮಾಡುವ ಪ್ರಯತ್ನಗಳು ಫಲ ನೀಡುತ್ತವೆ. ಇದರಿಂದ ನಿಮಗೆ ಲಾಭವಾಗುವ ಸಾಧ್ಯತೆ ಇದೆ. ನಿಮ್ಮ ಯೋಜನೆಗಳು ಯಶಸ್ವಿಯಾಗುತ್ತವೆ. ನೀವು ಅಂದುಕೊಂಡ ಕೆಲಸಗಳು ಇಂದು ಖಂಡಿತ ಪೂರ್ಣಗೊಳ್ಳುತ್ತವೆ. ಕುಟುಂಬದಲ್ಲಿ ಸಂತೋಷದ ವಾತಾವರಣ ಇರುತ್ತದೆ. ನೀವು ಕ್ರೀಡಾ ಕ್ಷೇತ್ರದಲ್ಲಿ ಇದ್ದರೆ ನಿಮಗೆ ಹೆಚ್ಚಿನ ಲಾಭ ಸಿಗಲಿದೆ. ನಿಮ್ಮ ಸ್ನೇಹಿತರಿಂದ ಸಹಾಯ ಸಿಗುತ್ತದೆ. ಆರೋಗ್ಯ ಉತ್ತಮವಾಗಿರುತ್ತದೆ.: [1138, 256, 1497, 370]
email-bar: Email: suddibuddidaily@gmail.com: [165, 15, 715, 39]
zodiac-name: ಸಿಂಹ ರಾಶಿ:: [1138, 858, 1185, 872]
virgo-icon: ♍: [1080, 1138, 1112, 1171]
issue-date: ಶನಿವಾರ, ನವೆಂಬರ್ 1, 2025: [818, 17, 992, 36]
